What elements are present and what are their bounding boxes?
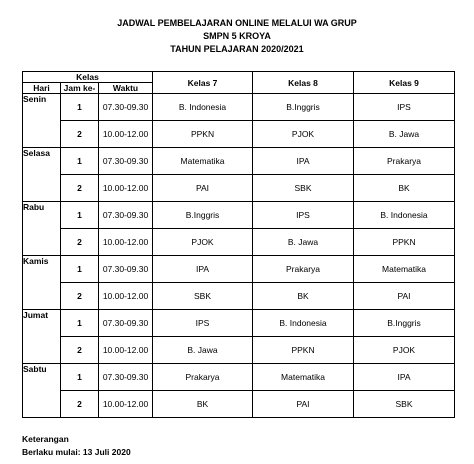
day-cell: Jumat	[23, 310, 61, 364]
day-cell: Selasa	[23, 148, 61, 202]
kelas7-cell: IPS	[153, 310, 253, 337]
kelas7-header: Kelas 7	[153, 72, 253, 94]
kelas7-cell: B.Inggris	[153, 202, 253, 229]
time-cell: 07.30-09.30	[99, 364, 153, 391]
effective-date: Berlaku mulai: 13 Juli 2020	[22, 447, 131, 457]
day-cell: Sabtu	[23, 364, 61, 418]
time-cell: 07.30-09.30	[99, 310, 153, 337]
table-row	[23, 202, 455, 229]
jam-cell: 1	[61, 202, 99, 229]
kelas9-cell: Matematika	[354, 256, 455, 283]
kelas7-cell: SBK	[153, 283, 253, 310]
jam-cell: 1	[61, 148, 99, 175]
keterangan-label: Keterangan	[22, 434, 69, 444]
jam-cell: 2	[61, 391, 99, 418]
time-cell: 10.00-12.00	[99, 283, 153, 310]
kelas8-cell: BK	[253, 283, 354, 310]
kelas9-cell: Prakarya	[354, 148, 455, 175]
time-cell: 07.30-09.30	[99, 202, 153, 229]
table-row	[23, 121, 455, 148]
kelas9-cell: IPS	[354, 94, 455, 121]
table-row	[23, 175, 455, 202]
kelas7-cell: PJOK	[153, 229, 253, 256]
table-row	[23, 310, 455, 337]
day-cell: Kamis	[23, 256, 61, 310]
table-row	[23, 391, 455, 418]
time-cell: 07.30-09.30	[99, 148, 153, 175]
kelas8-header: Kelas 8	[253, 72, 354, 94]
kelas8-cell: SBK	[253, 175, 354, 202]
schedule-table	[22, 71, 455, 418]
header-row-top	[23, 72, 455, 83]
kelas8-cell: IPS	[253, 202, 354, 229]
table-row	[23, 229, 455, 256]
jam-cell: 1	[61, 364, 99, 391]
waktu-header: Waktu	[99, 83, 153, 94]
jam-header: Jam ke-	[61, 83, 99, 94]
jam-cell: 2	[61, 283, 99, 310]
school-name: SMPN 5 KROYA	[203, 31, 271, 41]
table-row	[23, 148, 455, 175]
kelas9-cell: PJOK	[354, 337, 455, 364]
day-cell: Senin	[23, 94, 61, 148]
time-cell: 10.00-12.00	[99, 337, 153, 364]
kelas8-cell: PAI	[253, 391, 354, 418]
table-row	[23, 283, 455, 310]
hari-header: Hari	[23, 83, 61, 94]
kelas-header: Kelas	[23, 72, 153, 83]
kelas8-cell: PPKN	[253, 337, 354, 364]
jam-cell: 2	[61, 175, 99, 202]
time-cell: 07.30-09.30	[99, 94, 153, 121]
day-cell: Rabu	[23, 202, 61, 256]
kelas8-cell: B. Jawa	[253, 229, 354, 256]
kelas9-cell: PAI	[354, 283, 455, 310]
kelas7-cell: IPA	[153, 256, 253, 283]
kelas9-cell: B. Jawa	[354, 121, 455, 148]
table-row	[23, 337, 455, 364]
kelas8-cell: Matematika	[253, 364, 354, 391]
kelas9-cell: BK	[354, 175, 455, 202]
jam-cell: 1	[61, 256, 99, 283]
jam-cell: 2	[61, 337, 99, 364]
time-cell: 10.00-12.00	[99, 175, 153, 202]
kelas7-cell: B. Indonesia	[153, 94, 253, 121]
table-row	[23, 256, 455, 283]
time-cell: 07.30-09.30	[99, 256, 153, 283]
time-cell: 10.00-12.00	[99, 229, 153, 256]
academic-year: TAHUN PELAJARAN 2020/2021	[170, 44, 304, 54]
kelas7-cell: PPKN	[153, 121, 253, 148]
kelas8-cell: PJOK	[253, 121, 354, 148]
kelas8-cell: B.Inggris	[253, 94, 354, 121]
kelas8-cell: Prakarya	[253, 256, 354, 283]
kelas7-cell: PAI	[153, 175, 253, 202]
kelas8-cell: IPA	[253, 148, 354, 175]
table-row	[23, 364, 455, 391]
kelas8-cell: B. Indonesia	[253, 310, 354, 337]
jam-cell: 1	[61, 94, 99, 121]
time-cell: 10.00-12.00	[99, 121, 153, 148]
kelas7-cell: Prakarya	[153, 364, 253, 391]
kelas7-cell: BK	[153, 391, 253, 418]
kelas9-cell: SBK	[354, 391, 455, 418]
time-cell: 10.00-12.00	[99, 391, 153, 418]
kelas7-cell: Matematika	[153, 148, 253, 175]
jam-cell: 1	[61, 310, 99, 337]
jam-cell: 2	[61, 121, 99, 148]
kelas9-header: Kelas 9	[354, 72, 455, 94]
kelas9-cell: IPA	[354, 364, 455, 391]
table-row	[23, 94, 455, 121]
document-title: JADWAL PEMBELAJARAN ONLINE MELALUI WA GRUP	[117, 18, 357, 28]
kelas7-cell: B. Jawa	[153, 337, 253, 364]
kelas9-cell: B.Inggris	[354, 310, 455, 337]
jam-cell: 2	[61, 229, 99, 256]
kelas9-cell: PPKN	[354, 229, 455, 256]
kelas9-cell: B. Indonesia	[354, 202, 455, 229]
